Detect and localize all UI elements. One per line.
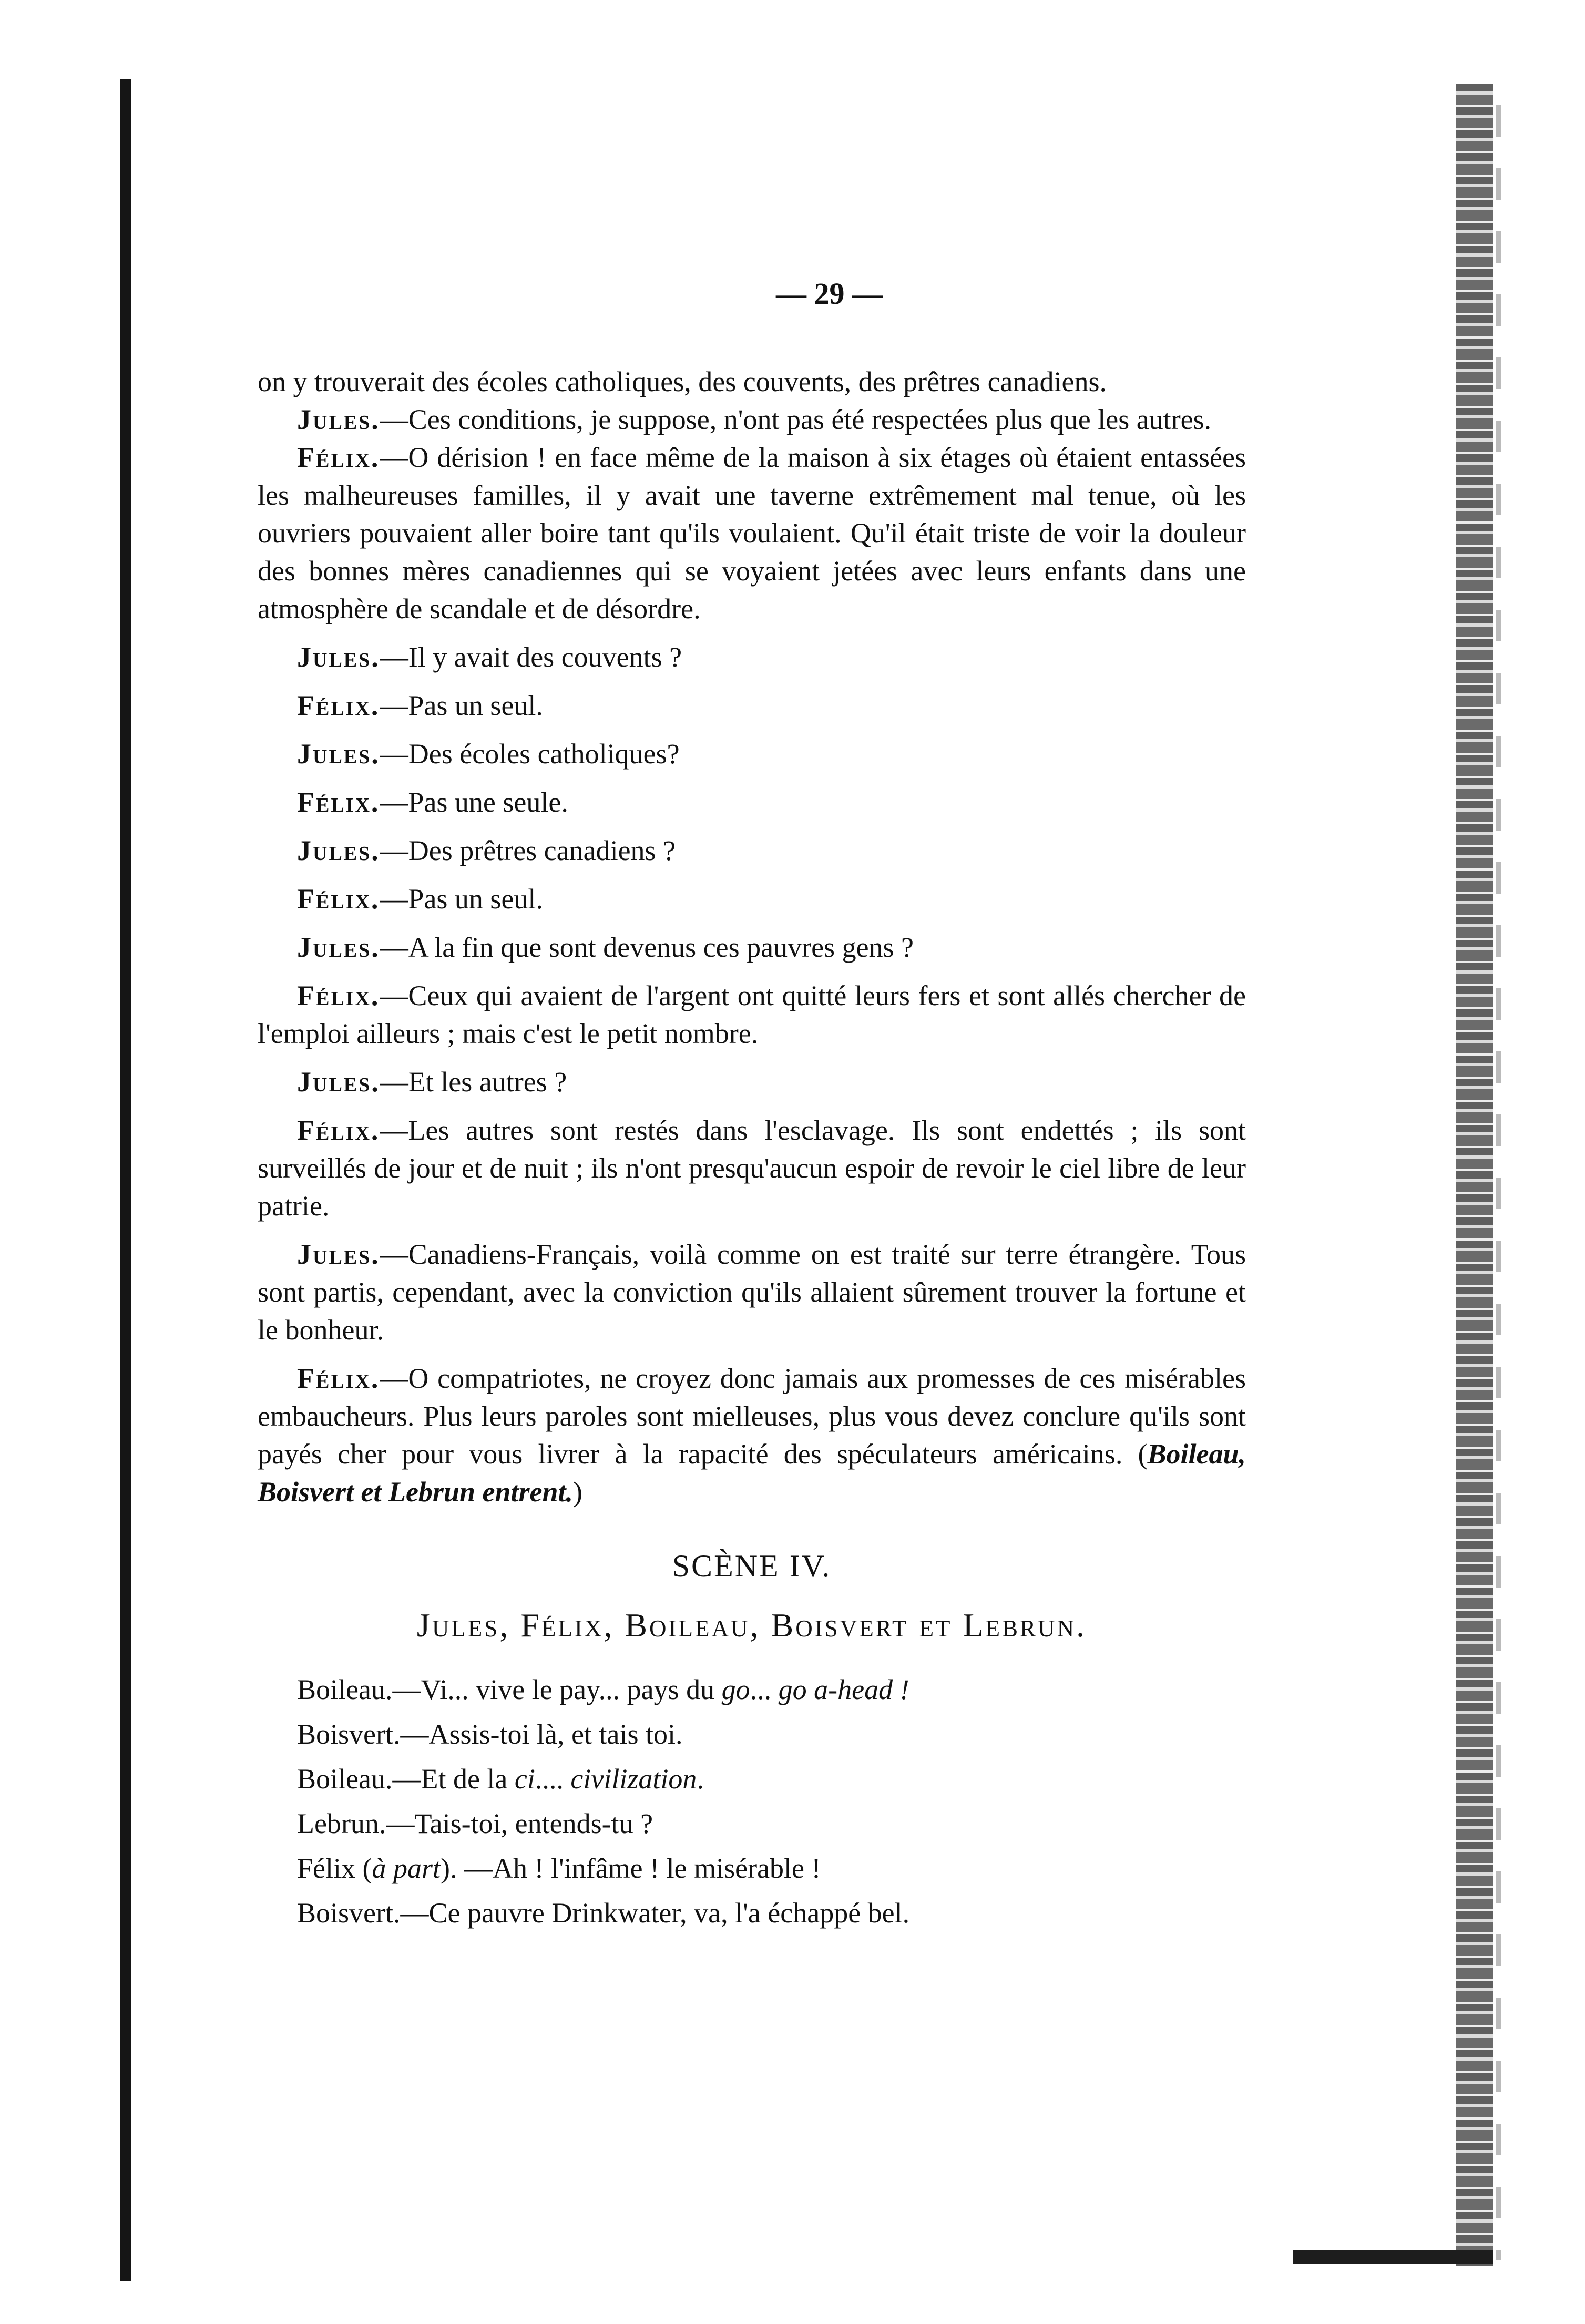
page-right-edge — [1456, 84, 1493, 2266]
dialogue-paragraph: Jules.—Canadiens-Français, voilà comme on est traité sur terre étrangère. Tous sont partis, cependant, avec la conviction qu'ils allaient sûrement trouver la fortune et le bonheur. — [258, 1238, 1246, 1346]
dialogue-line: Félix.—Pas une seule. — [297, 786, 568, 818]
scene-line: Boileau.—Vi... vive le pay... pays du go... go a-head ! — [297, 1674, 909, 1705]
dialogue-paragraph: Félix.—Ceux qui avaient de l'argent ont quitté leurs fers et sont allés chercher de l'emploi ailleurs ; mais c'est le petit nombre. — [258, 980, 1246, 1049]
page-bottom-edge — [1293, 2250, 1493, 2264]
dialogue-line: Jules.—Des prêtres canadiens ? — [297, 835, 676, 866]
speaker-name: Jules. — [297, 641, 380, 673]
speaker-name: Félix. — [297, 883, 380, 915]
speaker-name: Boisvert. — [297, 1718, 401, 1750]
scene-line: Lebrun.—Tais-toi, entends-tu ? — [297, 1808, 653, 1839]
speaker-name: Lebrun. — [297, 1808, 386, 1839]
scene-line: Félix (à part). —Ah ! l'infâme ! le misérable ! — [297, 1852, 821, 1884]
scene-line: Boisvert.—Ce pauvre Drinkwater, va, l'a échappé bel. — [297, 1897, 910, 1929]
scene-line: Boileau.—Et de la ci.... civilization. — [297, 1763, 704, 1795]
scene-line: Boisvert.—Assis-toi là, et tais toi. — [297, 1718, 683, 1750]
dialogue-line: Jules.—A la fin que sont devenus ces pauvres gens ? — [297, 931, 914, 963]
dialogue-paragraph: Félix.—Les autres sont restés dans l'esclavage. Ils sont endettés ; ils sont surveillés de jour et de nuit ; ils n'ont presqu'aucun espoir de revoir le ciel libre de leur patrie. — [258, 1114, 1246, 1222]
stage-direction: Boileau, Boisvert et Lebrun entrent. — [258, 1438, 1246, 1508]
speaker-name: Boileau. — [297, 1763, 393, 1795]
dialogue-line: Félix.—Pas un seul. — [297, 690, 543, 721]
dialogue-line: Jules.—Il y avait des couvents ? — [297, 641, 682, 673]
speaker-name: Boisvert. — [297, 1897, 401, 1929]
scene-title: SCÈNE IV. — [672, 1549, 832, 1583]
speaker-name: Félix. — [297, 1363, 380, 1394]
dialogue-line: Jules.—Et les autres ? — [297, 1066, 567, 1098]
dialogue-paragraph: Félix.—O dérision ! en face même de la maison à six étages où étaient entassées les malheureuses familles, il y avait une taverne extrêmement mal tenue, où les ouvriers pouvaient aller boire tant qu'ils voulaient. Qu'il était triste de voir la douleur des bonnes mères canadiennes qui se voyaient jetées avec leurs enfants dans une atmosphère de scandale et de désordre. — [258, 442, 1246, 624]
speaker-name: Félix — [297, 1852, 356, 1884]
dialogue-line: Jules.—Des écoles catholiques? — [297, 738, 680, 770]
speaker-name: Jules. — [297, 835, 380, 866]
scene-characters: Jules, Félix, Boileau, Boisvert et Lebrun. — [416, 1606, 1087, 1644]
speaker-name: Jules. — [297, 404, 380, 435]
speaker-name: Jules. — [297, 1066, 380, 1098]
paragraph-continued: on y trouverait des écoles catholiques, des couvents, des prêtres canadiens. — [258, 366, 1107, 397]
dialogue-paragraph: Félix.—O compatriotes, ne croyez donc jamais aux promesses de ces misérables embaucheurs. Plus leurs paroles sont mielleuses, plus vous devez conclure qu'ils sont payés cher pour vous livrer à la rapacité des spéculateurs américains. (Boileau, Boisvert et Lebrun entrent.) — [258, 1363, 1246, 1508]
dialogue-line: Félix.—Pas un seul. — [297, 883, 543, 915]
dialogue-paragraph: Jules.—Ces conditions, je suppose, n'ont pas été respectées plus que les autres. — [297, 404, 1212, 435]
dialogue-body — [258, 363, 1246, 1936]
speaker-name: Boileau. — [297, 1674, 393, 1705]
speaker-name: Jules. — [297, 738, 380, 770]
speaker-name: Félix. — [297, 1114, 380, 1146]
speaker-name: Félix. — [297, 442, 380, 473]
speaker-name: Félix. — [297, 786, 380, 818]
speaker-name: Félix. — [297, 690, 380, 721]
speaker-name: Félix. — [297, 980, 380, 1011]
speaker-name: Jules. — [297, 1238, 380, 1270]
speaker-name: Jules. — [297, 931, 380, 963]
page-right-edge-shadow — [1496, 105, 1501, 2260]
page-binding-edge — [120, 79, 131, 2281]
page-number: — 29 — — [776, 277, 883, 311]
